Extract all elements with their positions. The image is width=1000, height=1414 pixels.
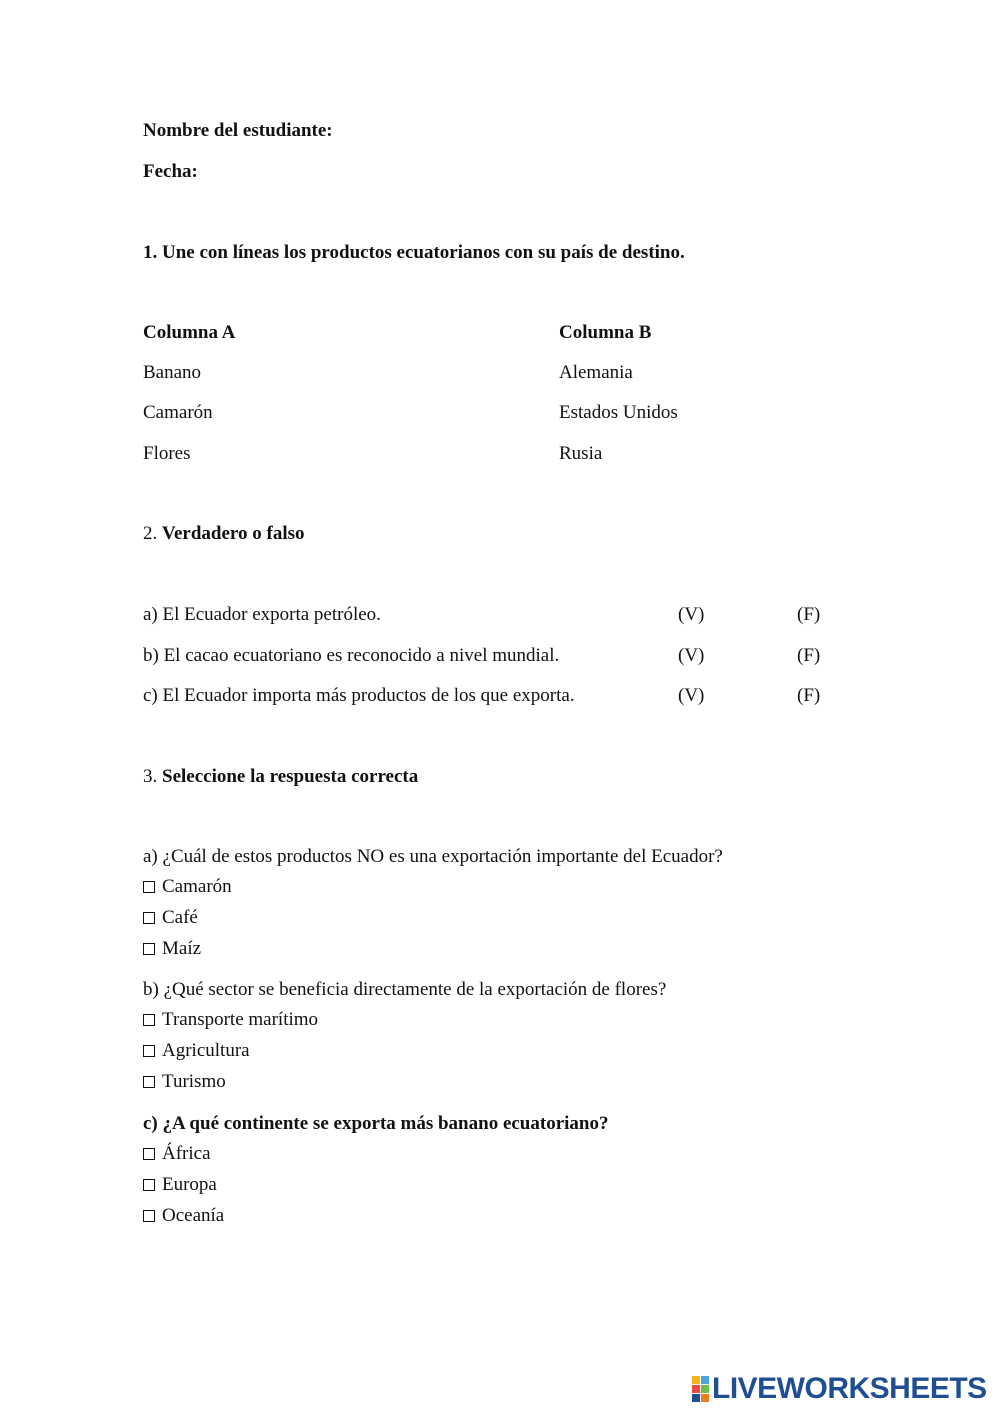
mc-option[interactable]: [143, 877, 232, 896]
column-b-item[interactable]: Alemania: [559, 362, 633, 383]
tf-option-true[interactable]: (V): [678, 685, 705, 706]
liveworksheets-logo: [692, 1372, 987, 1406]
liveworksheets-logo-icon: [692, 1376, 709, 1402]
liveworksheets-logo-text: LIVEWORKSHEETS: [712, 1372, 987, 1405]
checkbox-icon[interactable]: [143, 912, 155, 924]
mc-option-label: África: [162, 1143, 211, 1164]
question-3-heading: Seleccione la respuesta correcta: [162, 766, 419, 787]
mc-option[interactable]: [143, 1072, 226, 1091]
tf-statement: a) El Ecuador exporta petróleo.: [143, 604, 381, 625]
logo-tile: [701, 1376, 709, 1384]
student-name-label: Nombre del estudiante:: [143, 120, 333, 141]
checkbox-icon[interactable]: [143, 1076, 155, 1088]
mc-option-label: Turismo: [162, 1071, 226, 1092]
checkbox-icon[interactable]: [143, 1148, 155, 1160]
mc-option-label: Oceanía: [162, 1205, 225, 1226]
checkbox-icon[interactable]: [143, 1179, 155, 1191]
mc-option[interactable]: [143, 908, 198, 927]
question-2-title: [143, 524, 305, 543]
mc-option[interactable]: [143, 1144, 211, 1163]
tf-option-true[interactable]: (V): [678, 645, 705, 666]
mc-option-label: Camarón: [162, 876, 232, 897]
mc-question: b) ¿Qué sector se beneficia directamente de la exportación de flores?: [143, 979, 667, 1000]
checkbox-icon[interactable]: [143, 881, 155, 893]
column-a-item[interactable]: Banano: [143, 362, 202, 383]
column-b-item[interactable]: Rusia: [559, 443, 603, 464]
tf-option-false[interactable]: (F): [797, 645, 821, 666]
mc-option[interactable]: [143, 939, 201, 958]
column-a-item[interactable]: Flores: [143, 443, 191, 464]
mc-question: a) ¿Cuál de estos productos NO es una exportación importante del Ecuador?: [143, 846, 723, 867]
tf-option-false[interactable]: (F): [797, 604, 821, 625]
tf-option-true[interactable]: (V): [678, 604, 705, 625]
mc-option-label: Europa: [162, 1174, 217, 1195]
mc-option[interactable]: [143, 1175, 217, 1194]
logo-tile: [692, 1376, 700, 1384]
question-3-title: [143, 767, 418, 786]
question-3-number: 3.: [143, 766, 158, 787]
mc-option[interactable]: [143, 1010, 318, 1029]
logo-tile: [692, 1385, 700, 1393]
mc-option-label: Transporte marítimo: [162, 1009, 319, 1030]
checkbox-icon[interactable]: [143, 943, 155, 955]
mc-option[interactable]: [143, 1041, 250, 1060]
logo-tile: [701, 1385, 709, 1393]
checkbox-icon[interactable]: [143, 1045, 155, 1057]
tf-statement: c) El Ecuador importa más productos de los que exporta.: [143, 685, 575, 706]
mc-option-label: Agricultura: [162, 1040, 250, 1061]
question-2-heading: Verdadero o falso: [162, 523, 305, 544]
column-a-item[interactable]: Camarón: [143, 402, 213, 423]
date-label: Fecha:: [143, 161, 198, 182]
column-b-title: Columna B: [559, 322, 652, 343]
mc-option-label: Café: [162, 907, 198, 928]
column-b-item[interactable]: Estados Unidos: [559, 402, 678, 423]
mc-option[interactable]: [143, 1206, 224, 1225]
checkbox-icon[interactable]: [143, 1210, 155, 1222]
logo-tile: [692, 1394, 700, 1402]
checkbox-icon[interactable]: [143, 1014, 155, 1026]
tf-option-false[interactable]: (F): [797, 685, 821, 706]
mc-option-label: Maíz: [162, 938, 202, 959]
question-2-number: 2.: [143, 523, 158, 544]
question-1-title: 1. Une con líneas los productos ecuatorianos con su país de destino.: [143, 242, 685, 263]
mc-question: c) ¿A qué continente se exporta más banano ecuatoriano?: [143, 1113, 609, 1134]
logo-tile: [701, 1394, 709, 1402]
column-a-title: Columna A: [143, 322, 236, 343]
tf-statement: b) El cacao ecuatoriano es reconocido a nivel mundial.: [143, 645, 560, 666]
